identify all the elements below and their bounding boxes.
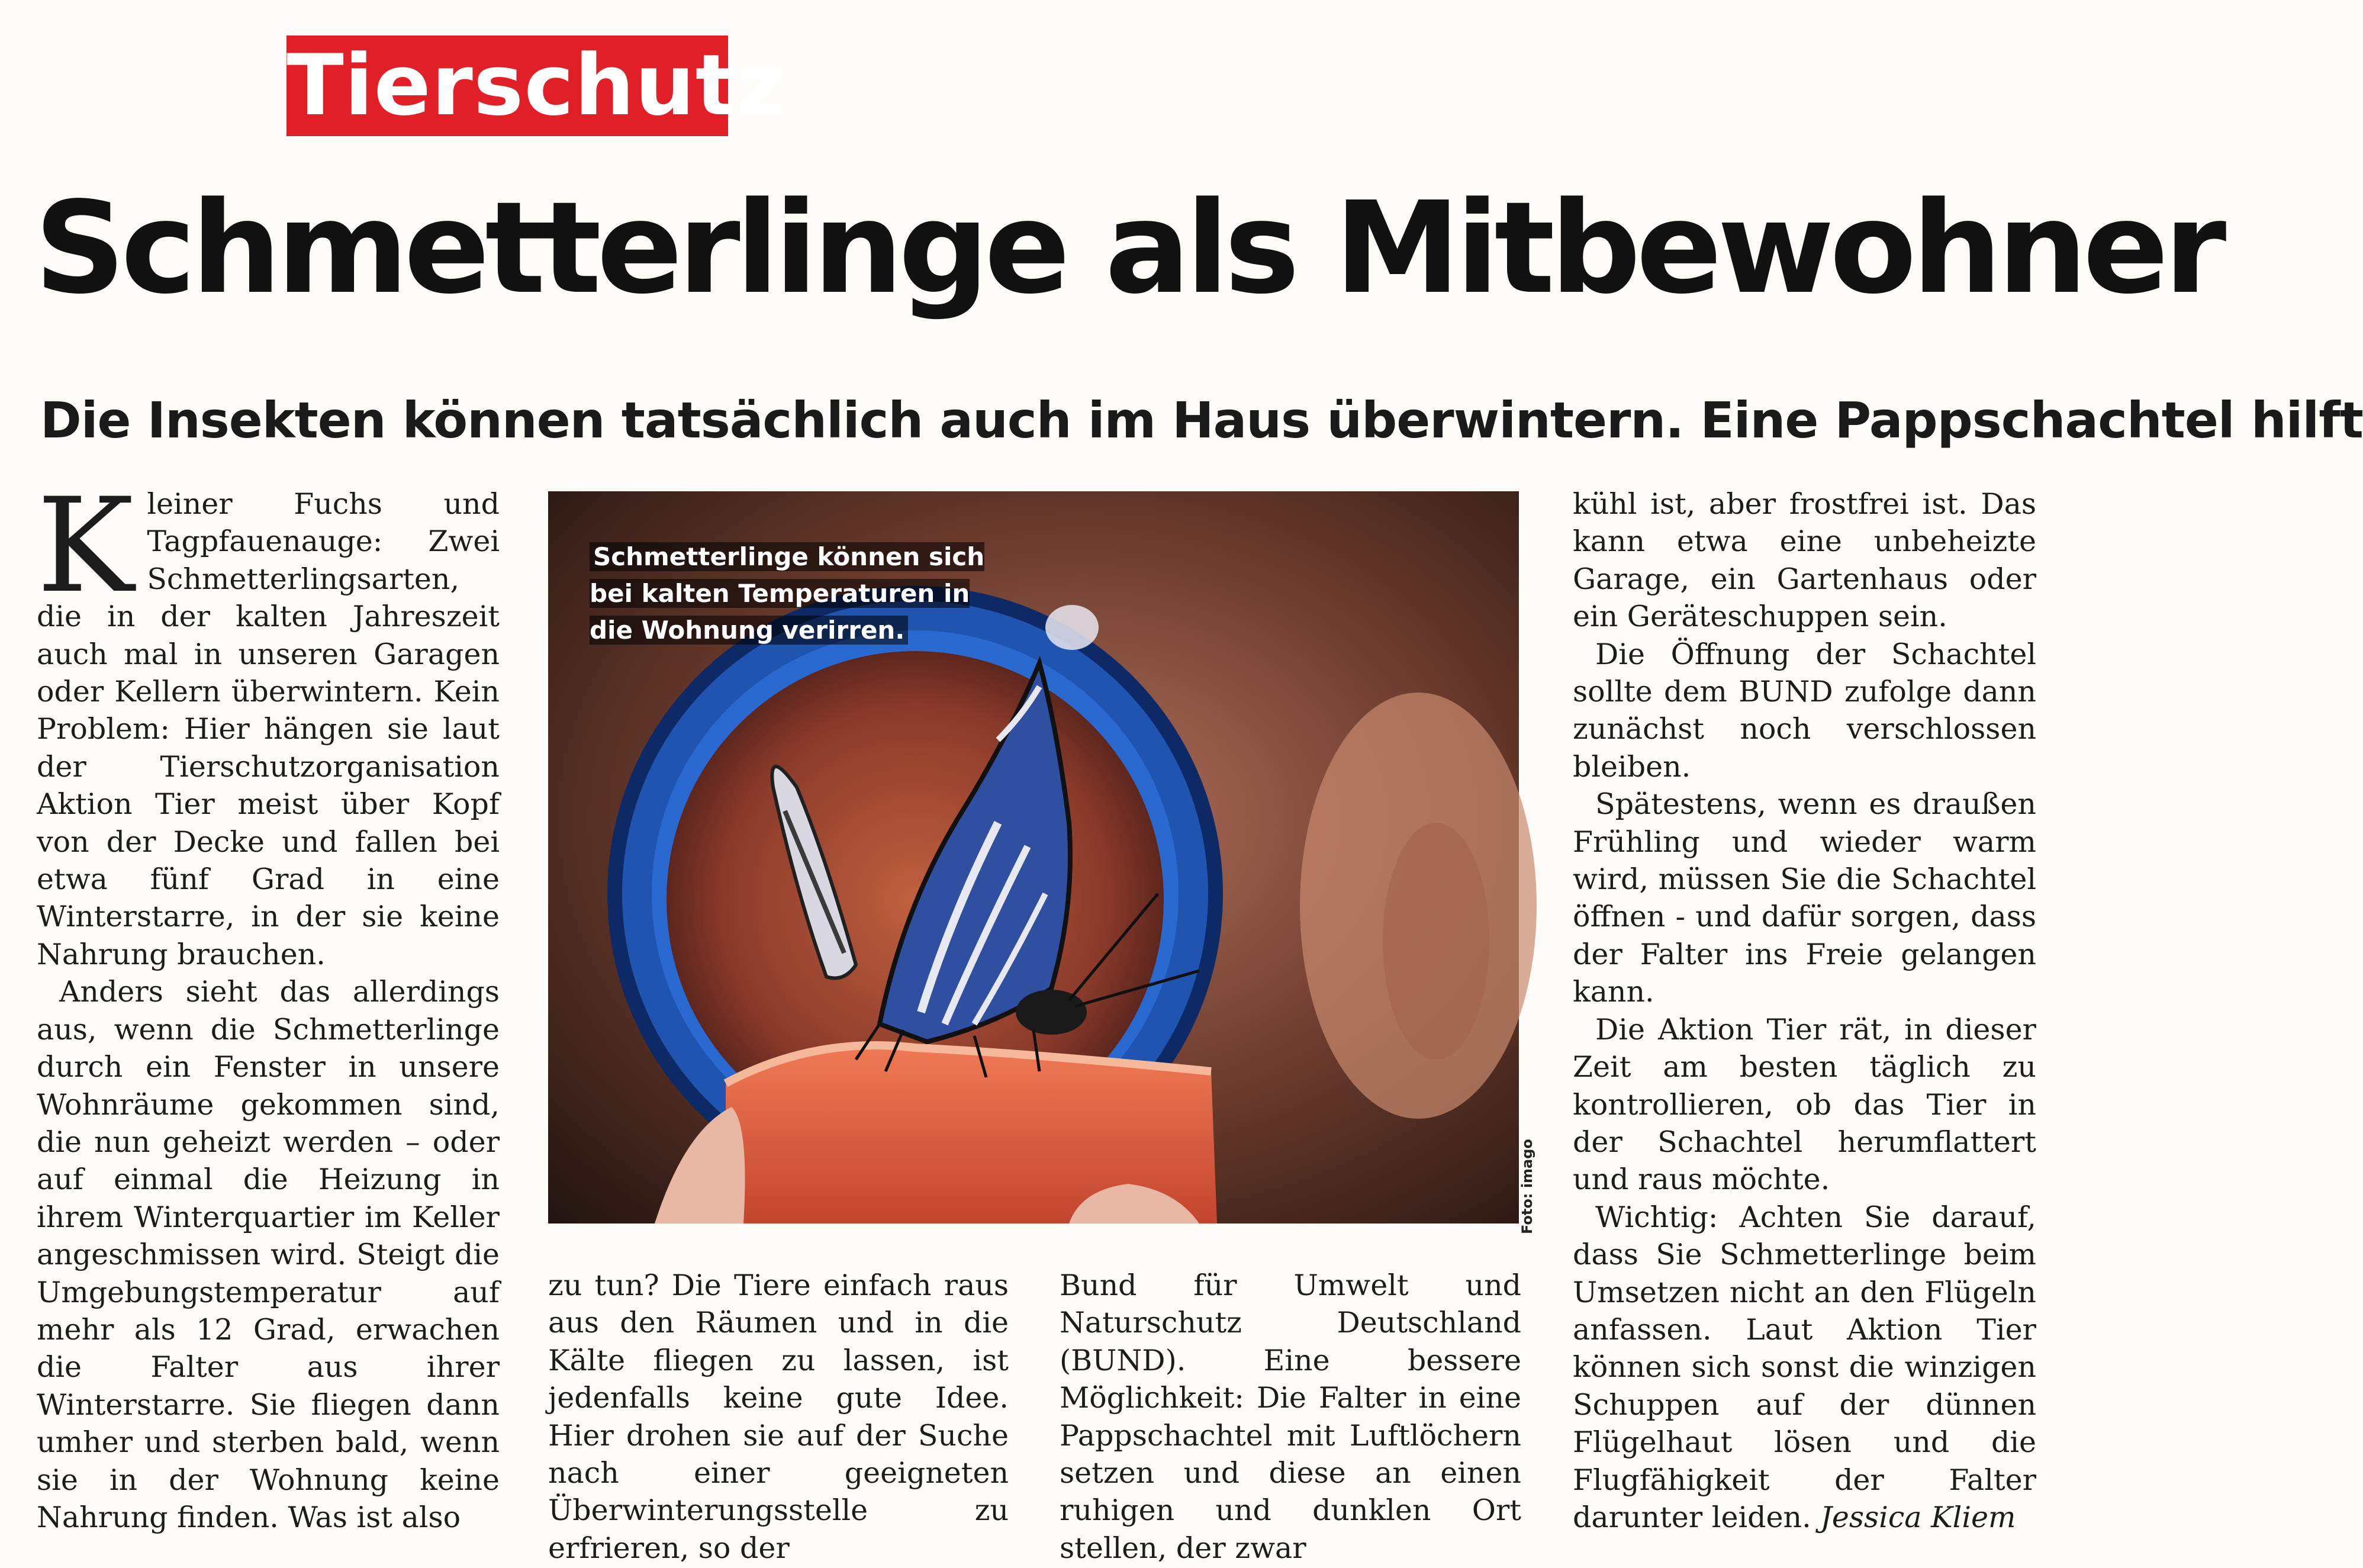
paragraph: Bund für Umwelt und Naturschutz Deutschland (BUND). Eine bessere Möglichkeit: Die Falter in eine Pappschachtel mit Luftlöchern setzen und diese an einen ruhigen und dunklen Ort stellen, der zwar [1060, 1268, 1521, 1565]
paragraph: leiner Fuchs und Tagpfauenauge: Zwei Schmetterlingsarten, die in der kalten Jahreszeit auch mal in unseren Garagen oder Kellern überwintern. Kein Problem: Hier hängen sie laut der Tierschutzorganisation Aktion Tier meist über Kopf von der Decke und fallen bei etwa fünf Grad in eine Winterstarre, in der sie keine Nahrung brauchen. [37, 487, 500, 971]
article-column-2 [548, 1267, 1009, 1567]
headline: Schmetterlinge als Mitbewohner [34, 175, 2222, 322]
butterfly-photo [548, 491, 1519, 1224]
article-column-3 [1060, 1267, 1521, 1567]
paragraph: Die Öffnung der Schachtel sollte dem BUND zufolge dann zunächst noch verschlossen bleiben. [1573, 637, 2036, 784]
paragraph: zu tun? Die Tiere einfach raus aus den Räumen und in die Kälte fliegen zu lassen, ist jedenfalls keine gute Idee. Hier drohen sie auf der Suche nach einer geeigneten Überwinterungsstelle zu erfrieren, so der [548, 1268, 1009, 1565]
paragraph: kühl ist, aber frostfrei ist. Das kann etwa eine unbeheizte Garage, ein Gartenhaus oder ein Geräteschuppen sein. [1573, 487, 2036, 634]
photo-credit: Foto: imago [1519, 1139, 1535, 1234]
subheadline: Die Insekten können tatsächlich auch im Haus überwintern. Eine Pappschachtel hilft [40, 391, 2363, 449]
photo-caption: Schmetterlinge können sich bei kalten Temperaturen in die Wohnung verirren. [590, 542, 985, 645]
paragraph: Spätestens, wenn es draußen Frühling und wieder warm wird, müssen Sie die Schachtel öffnen - und dafür sorgen, dass der Falter ins Freie gelangen kann. [1573, 787, 2036, 1009]
section-kicker: Tierschutz [286, 36, 728, 136]
article-column-1 [37, 470, 500, 1536]
drop-cap: K [37, 470, 134, 622]
paragraph [1573, 1199, 2036, 1537]
paragraph: Anders sieht das allerdings aus, wenn die Schmetterlinge durch ein Fenster in unsere Wohnräume gekommen sind, die nun geheizt werden – oder auf einmal die Heizung in ihrem Winterquartier im Keller angeschmissen wird. Steigt die Umgebungstemperatur auf mehr als 12 Grad, erwachen die Falter aus ihrer Winterstarre. Sie fliegen dann umher und sterben bald, wenn sie in der Wohnung keine Nahrung finden. Was ist also [37, 975, 500, 1534]
paragraph: Die Aktion Tier rät, in dieser Zeit am besten täglich zu kontrollieren, ob das Tier in der Schachtel herumflattert und raus möchte. [1573, 1012, 2036, 1197]
article-column-4 [1573, 485, 2036, 1536]
paragraph-text: Wichtig: Achten Sie darauf, dass Sie Schmetterlinge beim Umsetzen nicht an den Flügeln anfassen. Laut Aktion Tier können sich sonst die winzigen Schuppen auf der dünnen Flügelhaut lösen und die Flugfähigkeit der Falter darunter leiden. [1573, 1200, 2036, 1534]
author-name: Jessica Kliem [1820, 1500, 2016, 1534]
